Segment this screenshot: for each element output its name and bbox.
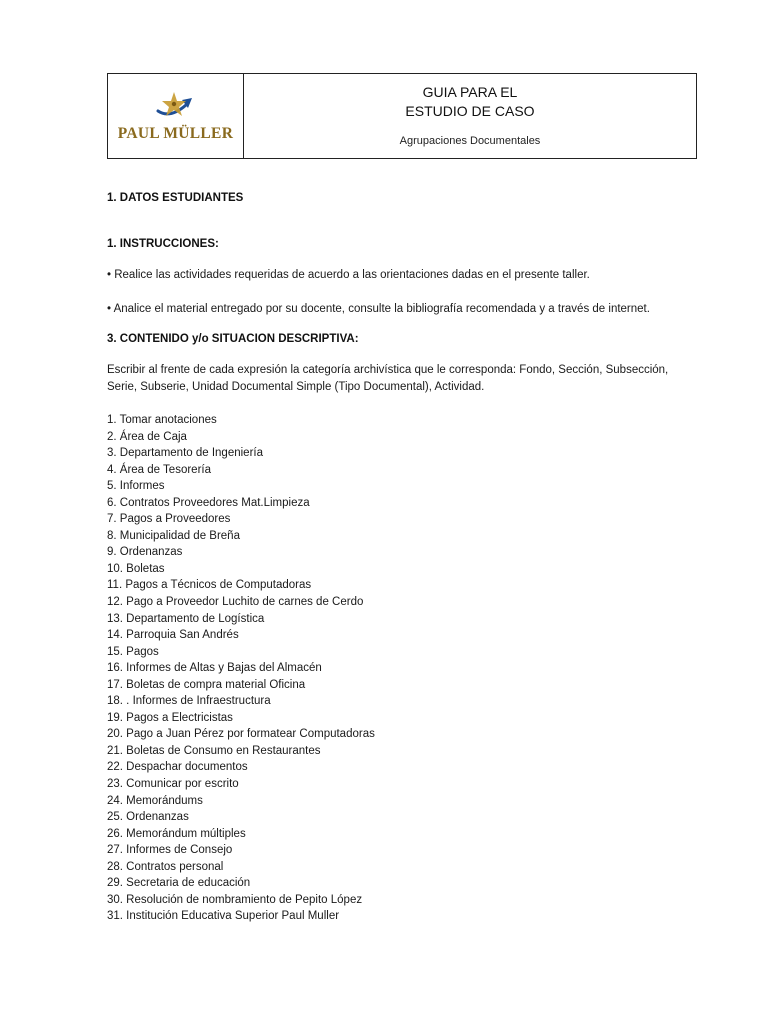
list-item: 18. . Informes de Infraestructura — [107, 695, 271, 708]
document-subtitle: Agrupaciones Documentales — [399, 135, 541, 147]
title-cell — [244, 74, 696, 158]
list-item: 1. Tomar anotaciones — [107, 414, 217, 426]
list-item: 21. Boletas de Consumo en Restaurantes — [107, 744, 321, 757]
list-item: 17. Boletas de compra material Oficina — [107, 678, 306, 691]
list-item: 6. Contratos Proveedores Mat.Limpieza — [107, 496, 310, 509]
list-item: 30. Resolución de nombramiento de Pepito López — [107, 893, 363, 906]
logo-text: PAUL MÜLLER — [117, 125, 234, 142]
list-item: 2. Área de Caja — [107, 430, 187, 443]
list-item: 11. Pagos a Técnicos de Computadoras — [107, 579, 312, 592]
list-item: 25. Ordenanzas — [107, 811, 189, 824]
instruction-bullet-1: • Realice las actividades requeridas de acuerdo a las orientaciones dadas en el presente taller. — [107, 269, 590, 281]
list-item: 9. Ordenanzas — [107, 546, 183, 559]
list-item: 24. Memorándums — [107, 794, 203, 807]
list-item: 31. Institución Educativa Superior Paul Muller — [107, 910, 340, 923]
document-body — [107, 192, 697, 925]
list-item: 8. Municipalidad de Breña — [107, 529, 240, 542]
list-item: 26. Memorándum múltiples — [107, 827, 246, 840]
list-item: 29. Secretaria de educación — [107, 877, 251, 890]
section-datos-estudiantes: 1. DATOS ESTUDIANTES — [107, 192, 244, 204]
logo-star-arrow-icon — [154, 89, 198, 125]
list-item: 19. Pagos a Electricistas — [107, 711, 233, 724]
section-instrucciones: 1. INSTRUCCIONES: — [107, 238, 219, 250]
list-item: 7. Pagos a Proveedores — [107, 513, 231, 526]
logo-cell — [108, 74, 244, 158]
list-item: 20. Pago a Juan Pérez por formatear Computadoras — [107, 728, 375, 741]
list-item: 5. Informes — [107, 480, 165, 493]
list-item: 3. Departamento de Ingeniería — [107, 447, 263, 460]
list-item: 15. Pagos — [107, 645, 159, 658]
document-header-table — [107, 73, 697, 159]
section-contenido: 3. CONTENIDO y/o SITUACION DESCRIPTIVA: — [107, 333, 359, 345]
list-item: 16. Informes de Altas y Bajas del Almacén — [107, 662, 322, 675]
list-item: 23. Comunicar por escrito — [107, 778, 239, 791]
instruction-bullet-2: • Analice el material entregado por su docente, consulte la bibliografía recomendada y a través de internet. — [107, 302, 650, 315]
intro-paragraph: Escribir al frente de cada expresión la categoría archivística que le corresponda: Fondo, Sección, Subsección, Serie, Subserie, Unidad Documental Simple (Tipo Documental), Actividad. — [107, 364, 669, 393]
list-item: 14. Parroquia San Andrés — [107, 629, 239, 642]
document-title-line-1: GUIA PARA EL — [422, 84, 518, 100]
numbered-list — [107, 412, 697, 925]
list-item: 28. Contratos personal — [107, 860, 224, 873]
document-title-line-2: ESTUDIO DE CASO — [405, 103, 535, 119]
list-item: 4. Área de Tesorería — [107, 463, 211, 476]
list-item: 22. Despachar documentos — [107, 761, 248, 774]
list-item: 27. Informes de Consejo — [107, 844, 233, 857]
list-item: 10. Boletas — [107, 562, 165, 575]
list-item: 13. Departamento de Logística — [107, 612, 265, 625]
list-item: 12. Pago a Proveedor Luchito de carnes de Cerdo — [107, 596, 364, 609]
